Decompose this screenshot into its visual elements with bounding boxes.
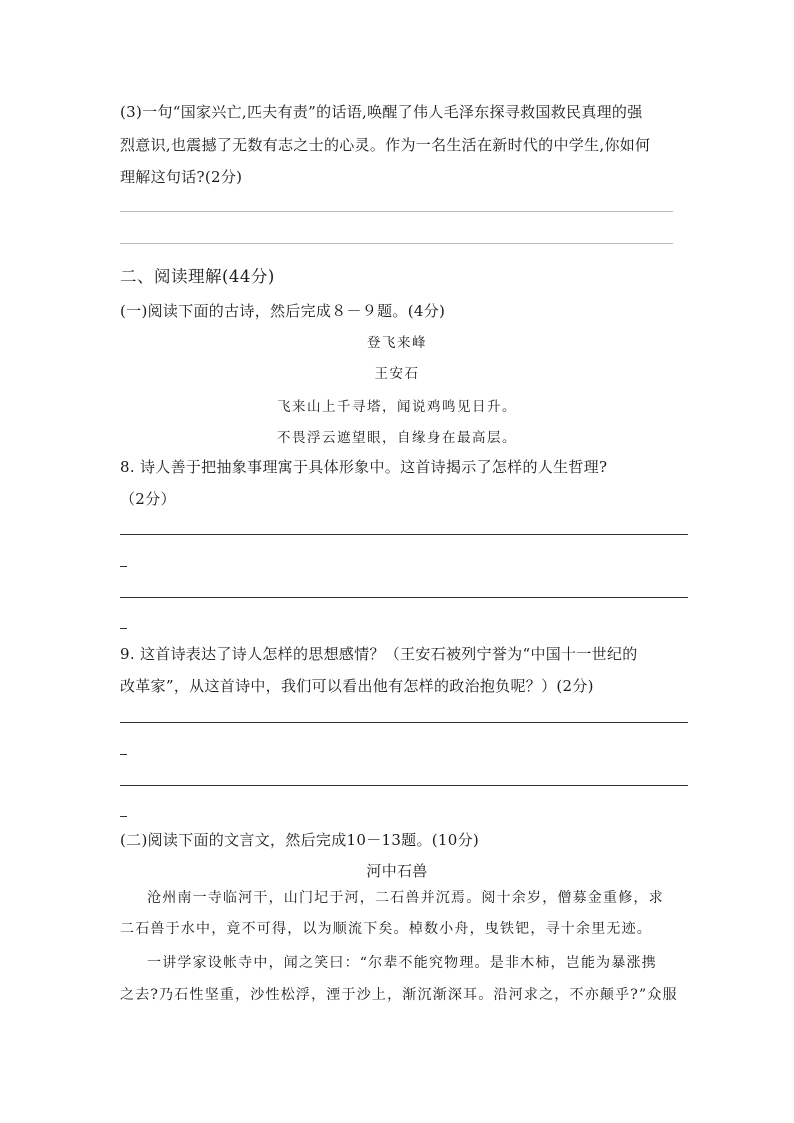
- q8-line-2: （2分）: [120, 490, 176, 508]
- passage-p1-line-1: 沧州南一寺临河干，山门圮于河，二石兽并沉焉。阅十余岁，僧募金重修，求: [147, 890, 664, 906]
- line-marker: [120, 754, 127, 755]
- q3-line-2: 烈意识,也震撼了无数有志之士的心灵。作为一名生活在新时代的中学生,你如何: [120, 136, 651, 154]
- passage-p1-line-2: 二石兽于水中，竟不可得，以为顺流下矣。棹数小舟，曳铁钯，寻十余里无迹。: [120, 921, 652, 937]
- section-title: 二、阅读理解(44分): [120, 267, 275, 286]
- answer-line[interactable]: [120, 534, 688, 535]
- line-marker: [120, 628, 127, 629]
- answer-line[interactable]: [120, 785, 688, 786]
- part2-intro: (二)阅读下面的文言文，然后完成10－13题。(10分): [120, 831, 480, 849]
- poem-line-2: 不畏浮云遮望眼，自缘身在最高层。: [277, 430, 517, 446]
- q9-line-1: 9. 这首诗表达了诗人怎样的思想感情？（王安石被列宁誉为“中国十一世纪的: [120, 645, 638, 663]
- passage-title: 河中石兽: [366, 862, 428, 880]
- q9-line-2: 改革家”，从这首诗中，我们可以看出他有怎样的政治抱负呢？）(2分): [120, 677, 594, 695]
- passage-p2-line-1: 一讲学家设帐寺中，闻之笑曰：“尔辈不能究物理。是非木柿，岂能为暴涨携: [147, 955, 657, 971]
- passage-p2-line-2: 之去?乃石性坚重，沙性松浮，湮于沙上，渐沉渐深耳。沿河求之，不亦颠乎?”众服: [120, 987, 678, 1003]
- part1-intro: (一)阅读下面的古诗，然后完成８－９题。(4分): [120, 302, 446, 320]
- poem-title: 登飞来峰: [367, 335, 427, 351]
- answer-line[interactable]: [120, 243, 673, 244]
- answer-line[interactable]: [120, 722, 688, 723]
- line-marker: [120, 816, 127, 817]
- poem-line-1: 飞来山上千寻塔，闻说鸡鸣见日升。: [277, 399, 517, 415]
- answer-line[interactable]: [120, 597, 688, 598]
- answer-line[interactable]: [120, 211, 673, 212]
- q3-line-1: (3)一句“国家兴亡,匹夫有责”的话语,唤醒了伟人毛泽东探寻救国救民真理的强: [120, 103, 643, 121]
- q3-line-3: 理解这句话?(2分): [120, 168, 243, 186]
- poem-author: 王安石: [374, 366, 420, 382]
- line-marker: [120, 566, 127, 567]
- q8-line-1: 8. 诗人善于把抽象事理寓于具体形象中。这首诗揭示了怎样的人生哲理?: [120, 458, 608, 476]
